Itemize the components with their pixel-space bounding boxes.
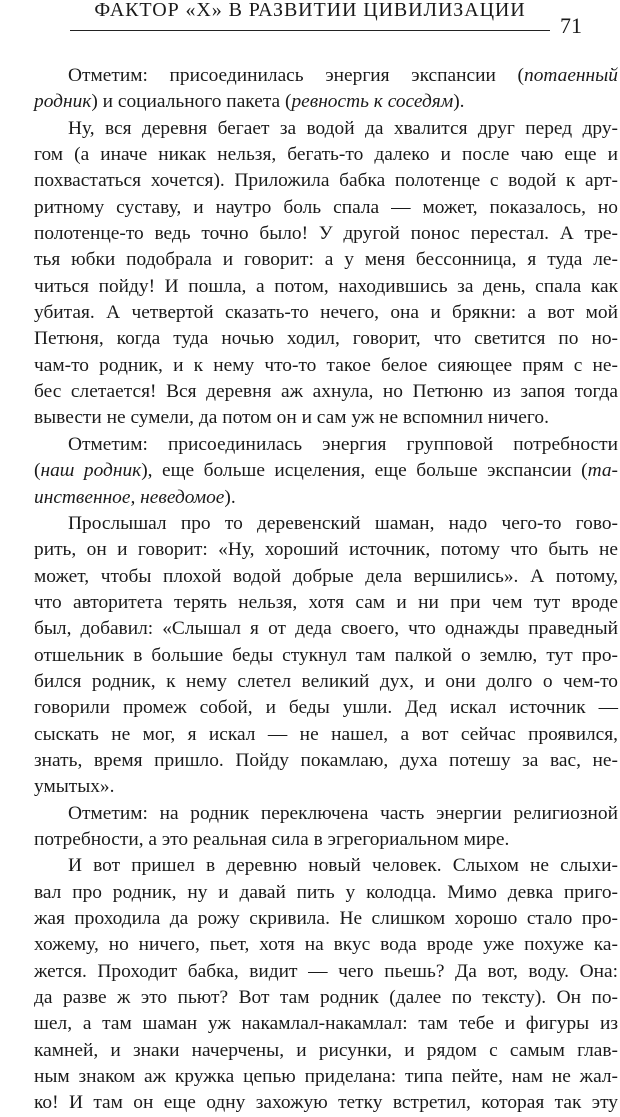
page-number: 71 [560, 13, 582, 38]
text-run: был, добавил: «Слышал я от деда своего, что однажды праведный [34, 618, 618, 640]
text-run: ным знаком аж кружка цепью приделана: типа пейте, нам не жал- [34, 1066, 618, 1088]
text-line [34, 985, 618, 1011]
text-line [34, 827, 618, 853]
text-run: да разве ж это пьют? Вот там родник (далее по тексту). Он по- [34, 987, 618, 1009]
text-run: потребности, а это реальная сила в эгрегориальном мире. [34, 828, 510, 850]
text-line [68, 511, 618, 537]
text-line [34, 247, 618, 273]
text-run: ритному суставу, и наутро боль спала — может, показалось, но [34, 196, 618, 218]
text-run: жется. Проходит бабка, видит — чего пьешь? Да вот, воду. Она: [34, 960, 618, 982]
text-run: может, чтобы плохой водой добрые дела вершились». А потому, [34, 565, 618, 587]
italic-text: та- [587, 460, 618, 482]
text-run: Отметим: присоединилась энергия экспансии ( [68, 65, 524, 86]
text-line [34, 405, 618, 431]
text-run: бес слетается! Вся деревня аж ахнула, но Петюню из запоя тогда [34, 381, 618, 403]
italic-text: потаенный [524, 65, 618, 86]
text-line [68, 63, 618, 89]
text-line [34, 458, 618, 484]
text-line [34, 564, 618, 590]
text-line [34, 274, 618, 300]
text-run: хожему, но ничего, пьет, хотя на вкус вода вроде уже похуже ка- [34, 934, 618, 956]
text-run: сыскать не мог, я искал — не нашел, а вот сейчас проявился, [34, 723, 618, 745]
italic-text: родник [34, 91, 92, 113]
text-line [34, 1090, 618, 1116]
text-line [68, 801, 618, 827]
text-line [68, 116, 618, 142]
text-line [34, 1038, 618, 1064]
text-line [34, 300, 618, 326]
text-run: Петюня, когда туда ночью ходил, говорит, что светится по но- [34, 328, 618, 350]
body-text [0, 63, 620, 1117]
text-line [34, 616, 618, 642]
text-line [34, 669, 618, 695]
text-run: что авторитета терять нельзя, хотя сам и ни при чем тут вроде [34, 591, 618, 613]
text-run: камней, и знаки начерчены, и рисунки, и рядом с самым глав- [34, 1039, 618, 1061]
text-line [34, 722, 618, 748]
text-line [34, 89, 618, 115]
running-title: ФАКТОР «Х» В РАЗВИТИИ ЦИВИЛИЗАЦИИ [94, 0, 526, 21]
italic-text: ревность к соседям [291, 91, 454, 113]
text-run: бился родник, к нему слетел великий дух, и они долго о чем-то [34, 670, 618, 692]
text-run: полотенце-то ведь точно было! У другой понос перестал. А тре- [34, 223, 618, 245]
text-run: тья юбки подобрала и говорит: а у меня бессонница, я туда ле- [34, 249, 618, 271]
text-line [34, 880, 618, 906]
text-line [34, 643, 618, 669]
text-line [34, 932, 618, 958]
text-run: гом (а иначе никак нельзя, бегать-то далеко и после чаю еще и [34, 144, 618, 166]
text-run: убитая. А четвертой сказать-то нечего, она и брякни: а вот мой [34, 302, 618, 324]
italic-text: наш родник [40, 460, 142, 482]
running-head [70, 0, 550, 31]
text-line [34, 221, 618, 247]
text-line [34, 195, 618, 221]
text-line [34, 590, 618, 616]
text-run: ). [224, 486, 236, 508]
text-line [34, 748, 618, 774]
text-line [34, 168, 618, 194]
text-run: похвастаться хочется). Приложила бабка полотенце с водой к арт- [34, 170, 618, 192]
text-run: Отметим: присоединилась энергия групповой потребности [68, 433, 618, 455]
text-line [34, 326, 618, 352]
text-run: шел, а там шаман уж накамлал-накамлал: там тебе и фигуры из [34, 1013, 618, 1035]
text-run: умытых». [34, 776, 115, 798]
text-line [34, 142, 618, 168]
text-run: говорили промеж собой, и беды ушли. Дед искал источник — [34, 697, 618, 719]
text-run: ), еще больше исцеления, еще больше экспансии ( [141, 460, 588, 482]
text-line [34, 906, 618, 932]
text-line [34, 379, 618, 405]
italic-text: инственное, неведомое [34, 486, 225, 508]
text-run: Отметим: на родник переключена часть энергии религиозной [68, 802, 618, 824]
text-run: ( [34, 460, 41, 482]
text-line [34, 774, 618, 800]
text-run: ) и социального пакета ( [91, 91, 292, 113]
text-line [34, 1064, 618, 1090]
text-run: ко! И там он еще одну захожую тетку встретил, которая так эту [34, 1092, 618, 1114]
text-run: вал про родник, ну и давай пить у колодца. Мимо девка приго- [34, 881, 618, 903]
text-line [34, 485, 618, 511]
text-run: Прослышал про то деревенский шаман, надо чего-то гово- [68, 512, 618, 534]
text-run: отшельник в большие беды стукнул там палкой о землю, тут про- [34, 644, 618, 666]
text-run: знать, время пришло. Пойду покамлаю, духа потешу за вас, не- [34, 749, 618, 771]
text-run: вывести не сумели, да потом он и сам уж не вспомнил ничего. [34, 407, 549, 429]
text-line [34, 1011, 618, 1037]
text-line [68, 853, 618, 879]
text-line [34, 353, 618, 379]
text-run: читься пойду! И пошла, а потом, находившись за день, спала как [34, 275, 618, 297]
text-run: рить, он и говорит: «Ну, хороший источник, потому что быть не [34, 539, 618, 561]
text-line [34, 959, 618, 985]
text-run: Ну, вся деревня бегает за водой да хвалится друг перед дру- [68, 117, 618, 139]
text-run: И вот пришел в деревню новый человек. Слыхом не слыхи- [68, 855, 618, 877]
text-run: ). [453, 91, 465, 113]
text-run: жая проходила да рожу скривила. Не слишком хорошо стало про- [34, 908, 618, 929]
text-line [34, 695, 618, 721]
text-line [34, 537, 618, 563]
text-line [68, 432, 618, 458]
text-run: чам-то родник, и к нему что-то такое белое сияющее прям с не- [34, 354, 618, 376]
